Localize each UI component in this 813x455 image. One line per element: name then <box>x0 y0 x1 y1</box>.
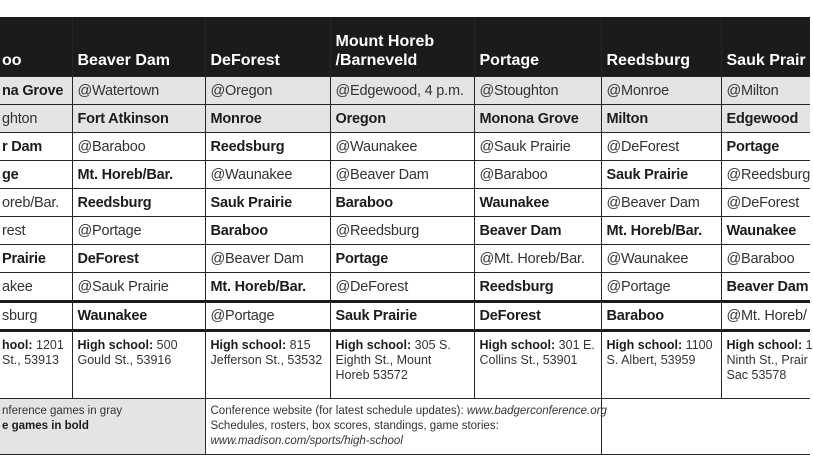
address-row <box>0 331 810 399</box>
conference-game-cell: Sauk Prairie <box>330 302 474 331</box>
footer-row <box>0 399 810 455</box>
conference-game-cell: Mt. Horeb/Bar. <box>205 273 330 302</box>
schedule-row <box>0 273 810 302</box>
address-label: High school: <box>606 338 683 352</box>
game-cell: @Reedsburg <box>721 161 810 189</box>
game-cell: @Waunakee <box>205 161 330 189</box>
column-header: Portage <box>474 17 601 77</box>
game-cell: @Portage <box>205 302 330 331</box>
game-cell: @Beaver Dam <box>601 189 721 217</box>
address-label: High school: <box>479 338 556 352</box>
game-cell: ghton <box>0 105 72 133</box>
address-label: High school: <box>77 338 154 352</box>
game-cell: @Stoughton <box>474 77 601 105</box>
conference-game-cell: Milton <box>601 105 721 133</box>
game-cell: @Watertown <box>72 77 205 105</box>
address-line: 301 E. <box>555 338 595 352</box>
conference-game-cell: Waunakee <box>474 189 601 217</box>
game-cell: oreb/Bar. <box>0 189 72 217</box>
game-cell: @Baraboo <box>474 161 601 189</box>
legend-bold-note: e games in bold <box>2 420 89 432</box>
game-cell: @Edgewood, 4 p.m. <box>330 77 474 105</box>
school-address-cell <box>72 331 205 399</box>
schedules-label: Schedules, rosters, box scores, standings, game stories: <box>210 420 499 432</box>
column-header: DeForest <box>205 17 330 77</box>
conference-game-cell: DeForest <box>474 302 601 331</box>
address-label: High school: <box>210 338 287 352</box>
address-line: Sac 53578 <box>726 368 787 382</box>
conference-game-cell: r Dam <box>0 133 72 161</box>
game-cell: @Waunakee <box>330 133 474 161</box>
address-line: 1201 <box>32 338 64 352</box>
conference-game-cell: Reedsburg <box>72 189 205 217</box>
game-cell: @Beaver Dam <box>205 245 330 273</box>
game-cell: @Waunakee <box>601 245 721 273</box>
game-cell: @Milton <box>721 77 810 105</box>
address-line: S. Albert, 53959 <box>606 353 696 367</box>
conference-game-cell: Mt. Horeb/Bar. <box>601 217 721 245</box>
conference-game-cell: Waunakee <box>721 217 810 245</box>
website-label: Conference website (for latest schedule updates): <box>210 405 467 417</box>
game-cell: akee <box>0 273 72 302</box>
address-line: 1 <box>802 338 813 352</box>
address-line: Ninth St., Prair <box>726 353 808 367</box>
game-cell: @Baraboo <box>72 133 205 161</box>
schedule-row <box>0 245 810 273</box>
game-cell: @DeForest <box>601 133 721 161</box>
conference-schedule-table <box>0 17 813 455</box>
address-line: 500 <box>153 338 178 352</box>
school-address-cell <box>601 331 721 399</box>
schedule-row <box>0 161 810 189</box>
conference-game-cell: Sauk Prairie <box>205 189 330 217</box>
conference-game-cell: DeForest <box>72 245 205 273</box>
conference-game-cell: Edgewood <box>721 105 810 133</box>
game-cell: @DeForest <box>330 273 474 302</box>
conference-game-cell: Monroe <box>205 105 330 133</box>
address-line: 1100 <box>682 338 713 352</box>
address-line: 815 <box>286 338 311 352</box>
links-cell <box>205 399 607 455</box>
address-line: Eighth St., Mount <box>335 353 432 367</box>
conference-game-cell: Sauk Prairie <box>601 161 721 189</box>
address-line: Horeb 53572 <box>335 368 408 382</box>
address-line: Gould St., 53916 <box>77 353 172 367</box>
school-address-cell <box>330 331 474 399</box>
conference-game-cell: Beaver Dam <box>474 217 601 245</box>
conference-game-cell: Fort Atkinson <box>72 105 205 133</box>
madison-sports-link[interactable]: www.madison.com/sports/high-school <box>210 435 403 447</box>
column-header: Beaver Dam <box>72 17 205 77</box>
game-cell: @Sauk Prairie <box>474 133 601 161</box>
address-line: Collins St., 53901 <box>479 353 578 367</box>
conference-game-cell: Portage <box>721 133 810 161</box>
conference-game-cell: Monona Grove <box>474 105 601 133</box>
schedule-row <box>0 105 810 133</box>
game-cell: @Portage <box>601 273 721 302</box>
conference-game-cell: Mt. Horeb/Bar. <box>72 161 205 189</box>
game-cell: @Baraboo <box>721 245 810 273</box>
column-header: Mount Horeb /Barneveld <box>330 17 474 77</box>
legend-gray-note: nference games in gray <box>2 405 123 417</box>
game-cell: @Mt. Horeb/ <box>721 302 810 331</box>
conference-game-cell: Portage <box>330 245 474 273</box>
school-address-cell <box>205 331 330 399</box>
game-cell: @Oregon <box>205 77 330 105</box>
game-cell: @Beaver Dam <box>330 161 474 189</box>
address-label: High school: <box>335 338 412 352</box>
address-line: Jefferson St., 53532 <box>210 353 323 367</box>
game-cell: @Portage <box>72 217 205 245</box>
empty-footer-cell <box>601 399 810 455</box>
conference-game-cell: Waunakee <box>72 302 205 331</box>
game-cell: @Mt. Horeb/Bar. <box>474 245 601 273</box>
schedule-row <box>0 189 810 217</box>
game-cell: @Sauk Prairie <box>72 273 205 302</box>
header-row <box>0 17 810 77</box>
column-header: Sauk Prair <box>721 17 810 77</box>
conference-game-cell: ge <box>0 161 72 189</box>
conference-game-cell: Prairie <box>0 245 72 273</box>
schedule-row <box>0 217 810 245</box>
conference-game-cell: Baraboo <box>330 189 474 217</box>
conference-game-cell: na Grove <box>0 77 72 105</box>
conference-game-cell: Reedsburg <box>205 133 330 161</box>
conference-website-link[interactable]: www.badgerconference.org <box>466 405 607 417</box>
column-header: oo <box>0 17 72 77</box>
address-line: St., 53913 <box>2 353 59 367</box>
game-cell: sburg <box>0 302 72 331</box>
legend-cell <box>0 399 205 455</box>
game-cell: @Monroe <box>601 77 721 105</box>
game-cell: rest <box>0 217 72 245</box>
column-header: Reedsburg <box>601 17 721 77</box>
conference-game-cell: Baraboo <box>205 217 330 245</box>
address-label: hool: <box>2 338 33 352</box>
schedule-row <box>0 77 810 105</box>
address-line: 305 S. <box>411 338 451 352</box>
school-address-cell <box>474 331 601 399</box>
conference-game-cell: Reedsburg <box>474 273 601 302</box>
schedule-row <box>0 302 810 331</box>
conference-game-cell: Baraboo <box>601 302 721 331</box>
school-address-cell <box>721 331 813 399</box>
address-label: High school: <box>726 338 803 352</box>
conference-game-cell: Beaver Dam <box>721 273 810 302</box>
schedule-row <box>0 133 810 161</box>
conference-game-cell: Oregon <box>330 105 474 133</box>
school-address-cell <box>0 331 72 399</box>
game-cell: @Reedsburg <box>330 217 474 245</box>
game-cell: @DeForest <box>721 189 810 217</box>
